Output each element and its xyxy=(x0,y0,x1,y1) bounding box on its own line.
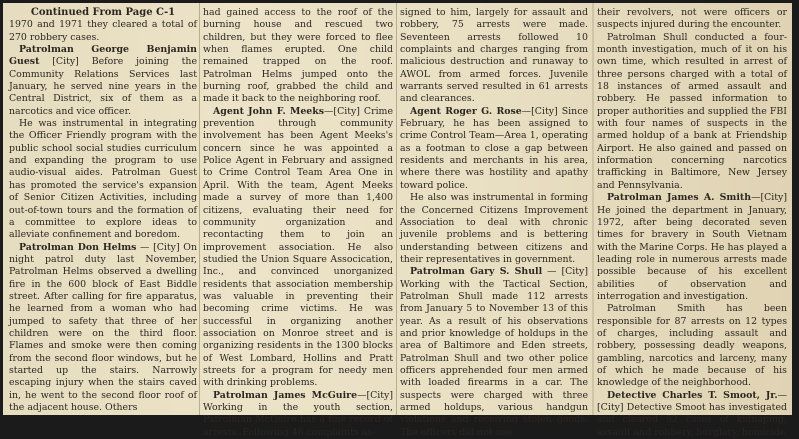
article-paragraph xyxy=(597,303,787,389)
paragraph-text: Patrolman Smith has been responsible for 87 arrests on 12 types of charges, including assault and robbery, possessing deadly weapons, gambling, narcotics and larceny, many of which he made because of his knowledge of the neighborhood. xyxy=(597,303,787,389)
paragraph-text: their revolvers, not were officers or suspects injured during the encounter. xyxy=(597,7,787,31)
article-paragraph xyxy=(597,7,787,32)
article-paragraph xyxy=(400,7,588,106)
paragraph-text: — [City] On night patrol duty last November, Patrolman Helms observed a dwelling fire in the 600 block of East Biddle street. After calling for fire apparatus, he learned from a woman who had jumped to safety that three of her children were on the third floor. Flames and smoke were then coming from the second floor windows, but he started up the stairs. Narrowly escaping injury when the stairs caved in, he went to the second floor roof of the adjacent house. Others xyxy=(9,241,197,413)
paragraph-text: —[City] He joined the department in January, 1972, after being decorated seven times for bravery in South Vietnam with the Marine Corps. He has played a leading role in numerous arrests made possible because of his excellent abilities of observation and interrogation and investigation. xyxy=(597,192,787,302)
article-paragraph xyxy=(400,266,588,439)
column-2 xyxy=(203,7,394,438)
paragraph-text: signed to him, largely for assault and robbery, 75 arrests were made. Seventeen arrests followed 10 complaints and charges ranging from malicious destruction and runaway to AWOL from armed forces. Juvenile warrants served resulted in 61 arrests and clearances. xyxy=(400,7,588,105)
article-paragraph xyxy=(597,192,787,303)
fold-crease xyxy=(592,3,594,415)
paragraph-text: He was instrumental in integrating the Officer Friendly program with the public school social studies curriculum and expanding the program to use audio-visual aides. Patrolman Guest has promoted the service's expansion of Senior Citizen Activities, including out-of-town tours and the formation of a committee to explore ideas to alleviate confinement and boredom. xyxy=(9,118,197,241)
article-paragraph xyxy=(9,44,197,118)
column-rule xyxy=(396,3,397,415)
officer-name: Agent Roger G. Rose xyxy=(410,105,522,117)
paragraph-text: — [City] Working with the Tactical Section, Patrolman Shull made 112 arrests from January 5 to November 13 of this year. As a result of his observations and prior knowledge of holdups in the area of Baltimore and Eden streets, Patrolman Shull and two other police officers apprehended four men armed with loaded firearms in a car. The suspects were charged with three armed holdups, various handgun violations and receiving stolen goods. The officers did not use xyxy=(400,266,588,438)
paragraph-text: He also was instrumental in forming the Concerned Citizens Improvement Association to deal with chronic juvenile problems and is bettering understanding between citizens and their representatives in government. xyxy=(400,192,588,265)
officer-name: Patrolman George Benjamin Guest xyxy=(9,44,197,68)
paragraph-text: —[City] Detective Smoot has investigated and cleared 52 cases of kidnaping, assault and robbery, burglary, homicide xyxy=(597,389,787,438)
column-4 xyxy=(597,7,787,438)
article-paragraph xyxy=(597,390,787,439)
officer-name: Patrolman Gary S. Shull xyxy=(410,266,543,278)
article-paragraph xyxy=(9,118,197,241)
article-paragraph xyxy=(203,7,393,106)
paragraph-text: Patrolman Shull conducted a four-month investigation, much of it on his own time, which resulted in arrest of three persons charged with a total of 18 instances of armed assault and robbery. He passed information to proper authorities and supplied the FBI with four names of suspects in the armed holdup of a bank at Friendship Airport. He also gained and passed on information concerning narcotics trafficking in Baltimore, New Jersey and Pennsylvania. xyxy=(597,31,787,191)
article-paragraph xyxy=(400,106,588,192)
article-paragraph xyxy=(9,242,197,415)
paragraph-text: —[City] Since February, he has been assigned to crime Control Team—Area 1, operating as a footman to close a gap between residents and merchants in his area, where there was hostility and apathy toward police. xyxy=(400,105,588,191)
paragraph-text: —[City] Crime prevention through community involvement has been Agent Meeks's concern since he was appointed a Police Agent in February and assigned to Crime Control Team Area One in April. With the team, Agent Meeks made a survey of more than 1,400 citizens, evaluating their need for community organization and recontacting them to join an improvement association. He also studied the Union Square Assocication, Inc., and convinced unorganized residents that association membership was valuable in preventing their becoming crime victims. He was successful in organizing another association on Monroe street and is organizing residents in the 1300 blocks of West Lombard, Hollins and Pratt streets for a program for needy men with drinking problems. xyxy=(203,105,394,389)
article-paragraph xyxy=(203,390,393,439)
column-rule xyxy=(199,3,200,415)
officer-name: Agent John F. Meeks xyxy=(213,105,325,117)
article-paragraph xyxy=(597,32,787,192)
officer-name: Patrolman James McGuire xyxy=(213,389,358,401)
paragraph-text: [City] Before joining the Community Relations Services last January, he served nine years in the Central District, six of them as a narcotics and vice officer. xyxy=(9,56,197,117)
paragraph-text: 1970 and 1971 they cleared a total of 270 robbery cases. xyxy=(9,19,197,43)
officer-name: Detective Charles T. Smoot, Jr. xyxy=(607,389,778,401)
continued-heading: Continued From Page C-1 xyxy=(30,7,176,18)
officer-name: Patrolman Don Helms xyxy=(19,241,137,253)
article-paragraph xyxy=(400,192,588,266)
column-1 xyxy=(9,7,197,415)
article-paragraph xyxy=(203,106,393,390)
column-3 xyxy=(400,7,588,438)
newspaper-clipping xyxy=(3,3,792,438)
article-paragraph xyxy=(9,19,197,44)
paragraph-text: —[City] Working in the youth section, Patrolman McGuire has a fine record of arrests. Following 46 complaints as- xyxy=(203,389,393,438)
paragraph-text: had gained access to the roof of the burning house and rescued two children, but they were forced to flee when flames erupted. One child remained trapped on the roof. Patrolman Helms jumped onto the burning roof, grabbed the child and made it back to the neighboring roof. xyxy=(203,7,393,105)
officer-name: Patrolman James A. Smith xyxy=(607,192,752,204)
